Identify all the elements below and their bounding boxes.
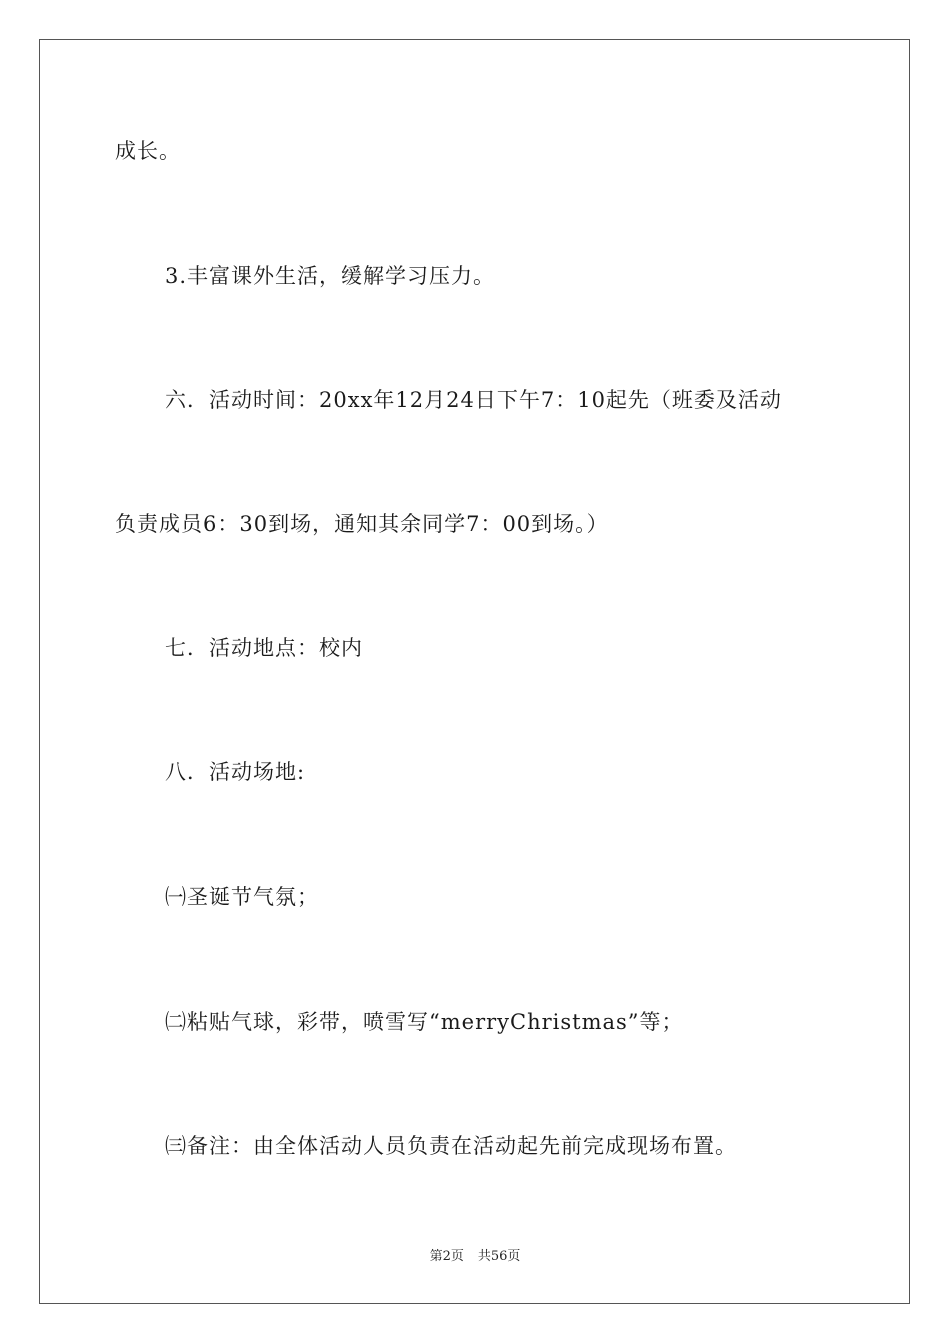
body-text-line: 七．活动地点：校内 xyxy=(165,636,363,660)
page-border xyxy=(39,39,910,1304)
page-number: 第2页 xyxy=(429,1249,464,1264)
body-text-line: 3.丰富课外生活，缓解学习压力。 xyxy=(165,264,496,288)
body-text-line: ㈢备注：由全体活动人员负责在活动起先前完成现场布置。 xyxy=(165,1134,737,1158)
body-text-line: 六．活动时间：20xx年12月24日下午7：10起先（班委及活动 xyxy=(165,388,782,412)
body-text-line: 八．活动场地: xyxy=(165,760,306,784)
body-text-line: 成长。 xyxy=(115,139,181,163)
page-total: 共56页 xyxy=(477,1249,521,1264)
body-text-line: 负责成员6：30到场，通知其余同学7：00到场。） xyxy=(115,512,609,536)
body-text-line: ㈡粘贴气球，彩带，喷雪写“merryChristmas”等； xyxy=(165,1010,684,1034)
page-footer xyxy=(0,1248,950,1266)
body-text-line: ㈠圣诞节气氛； xyxy=(165,885,319,909)
